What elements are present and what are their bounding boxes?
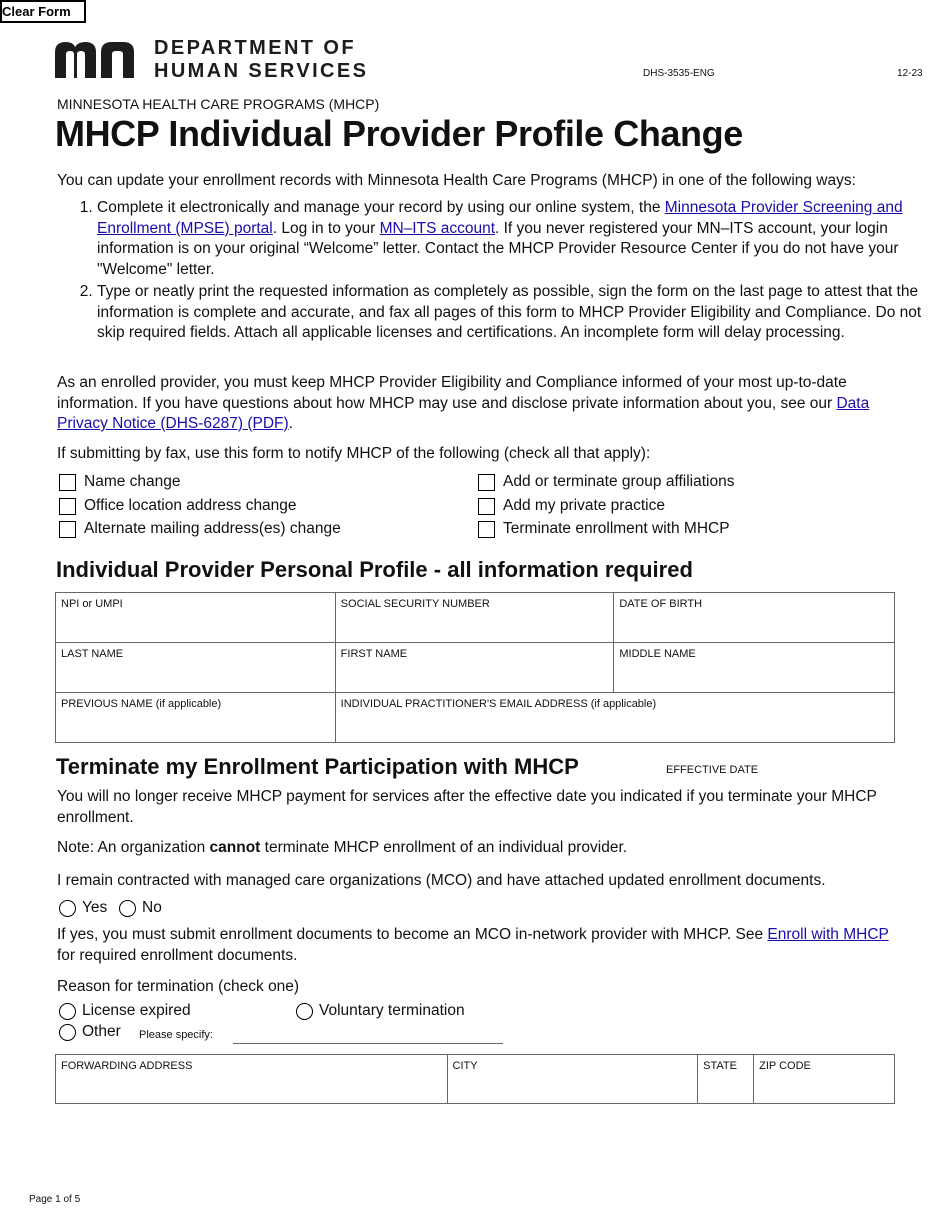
method-text: Complete it electronically and manage your record by using our online system, the — [97, 199, 665, 216]
enrolled-text: As an enrolled provider, you must keep MHCP Provider Eligibility and Compliance informed of your most up-to-date information. If you have questions about how MHCP may use and disclose private information about you, see our — [57, 374, 847, 412]
checkbox-label: Name change — [84, 473, 181, 490]
ifyes-text: for required enrollment documents. — [57, 946, 298, 964]
checkbox-label: Add or terminate group affiliations — [503, 473, 735, 490]
document-code: DHS-3535-ENG — [643, 68, 715, 79]
checkbox-box[interactable] — [59, 498, 76, 515]
mn-logo-icon — [55, 40, 145, 83]
clear-form-button[interactable]: Clear Form — [0, 0, 86, 23]
checkbox-box[interactable] — [478, 474, 495, 491]
zip-code-field[interactable]: ZIP CODE — [754, 1055, 895, 1104]
radio-label: No — [142, 899, 162, 916]
organization-note — [57, 838, 907, 859]
checkbox-office-location[interactable] — [59, 497, 297, 515]
page-title: MHCP Individual Provider Profile Change — [55, 113, 743, 154]
profile-section-heading: Individual Provider Personal Profile - all information required — [56, 557, 693, 582]
checkbox-label: Terminate enrollment with MHCP — [503, 520, 730, 537]
checkbox-alternate-mailing[interactable] — [59, 520, 341, 538]
last-name-field[interactable]: LAST NAME — [56, 643, 336, 693]
document-date: 12-23 — [897, 68, 923, 79]
enrolled-text-end: . — [288, 415, 293, 432]
mco-question: I remain contracted with managed care organizations (MCO) and have attached updated enrollment documents. — [57, 872, 826, 889]
checkbox-label: Alternate mailing address(es) change — [84, 520, 341, 537]
note-bold-text: cannot — [209, 839, 261, 856]
terminate-section-heading: Terminate my Enrollment Participation with MHCP — [56, 754, 579, 779]
state-field[interactable]: STATE — [698, 1055, 754, 1104]
department-line-1: DEPARTMENT OF — [154, 37, 356, 59]
enroll-with-mhcp-link[interactable]: Enroll with MHCP — [767, 926, 889, 943]
radio-circle[interactable] — [59, 1003, 76, 1020]
intro-text: You can update your enrollment records with Minnesota Health Care Programs (MHCP) in one of the following ways: — [57, 172, 856, 189]
radio-label: License expired — [82, 1002, 191, 1019]
reason-label: Reason for termination (check one) — [57, 978, 300, 995]
program-name: MINNESOTA HEALTH CARE PROGRAMS (MHCP) — [57, 96, 380, 112]
department-line-2: HUMAN SERVICES — [154, 60, 369, 82]
radio-other[interactable] — [59, 1023, 121, 1041]
mn-its-account-link[interactable]: MN–ITS account — [379, 219, 496, 237]
method-text: . If you never registered your MN–ITS account, your login information is on your original “Welcome” letter. Contact the MHCP Provider Resource Center if you do not have your "Welcome" letter. — [97, 219, 899, 278]
termination-payment-text: You will no longer receive MHCP payment for services after the effective date you indicated if you terminate your MHCP enrollment. — [57, 788, 877, 826]
update-methods-list — [57, 198, 927, 346]
checkbox-label: Add my private practice — [503, 497, 665, 514]
ifyes-text: If yes, you must submit enrollment documents to become an MCO in-network provider with MHCP. See — [57, 926, 768, 943]
radio-label: Yes — [82, 899, 108, 916]
radio-voluntary-termination[interactable] — [296, 1002, 465, 1020]
method-text: Type or neatly print the requested information as completely as possible, sign the form on the last page to attest that the information is complete and accurate, and fax all pages of this form to MHCP Provider Eligibility and Compliance. Do not skip required fields. Attach all applicable licenses and certifications. An incomplete form will delay processing. — [97, 283, 922, 341]
checkbox-group-affiliations[interactable] — [478, 473, 735, 491]
note-text: Note: An organization — [57, 839, 210, 856]
first-name-field[interactable]: FIRST NAME — [335, 643, 614, 693]
mco-enrollment-text — [57, 925, 907, 966]
checkbox-box[interactable] — [478, 521, 495, 538]
method-text: . Log in to your — [272, 219, 380, 237]
checkbox-name-change[interactable] — [59, 473, 181, 491]
radio-circle[interactable] — [296, 1003, 313, 1020]
checkbox-box[interactable] — [478, 498, 495, 515]
npi-field[interactable]: NPI or UMPI — [56, 593, 336, 643]
radio-circle[interactable] — [119, 900, 136, 917]
effective-date-label[interactable]: EFFECTIVE DATE — [666, 764, 759, 776]
checkbox-terminate-enrollment[interactable] — [478, 520, 730, 538]
radio-circle[interactable] — [59, 1024, 76, 1041]
email-field[interactable]: INDIVIDUAL PRACTITIONER'S EMAIL ADDRESS (if applicable) — [335, 693, 894, 743]
mpse-portal-link[interactable]: Minnesota Provider Screening and Enrollment (MPSE) portal — [97, 199, 903, 237]
method-item — [97, 198, 927, 280]
checkbox-box[interactable] — [59, 521, 76, 538]
city-field[interactable]: CITY — [447, 1055, 698, 1104]
dob-field[interactable]: DATE OF BIRTH — [614, 593, 895, 643]
checkbox-label: Office location address change — [84, 497, 297, 514]
fax-prompt: If submitting by fax, use this form to notify MHCP of the following (check all that apply): — [57, 445, 651, 462]
note-text: terminate MHCP enrollment of an individual provider. — [260, 839, 628, 856]
radio-no[interactable] — [119, 899, 162, 917]
please-specify-label: Please specify: — [139, 1029, 213, 1041]
data-privacy-notice-link[interactable]: Data Privacy Notice (DHS-6287) (PDF) — [57, 394, 870, 432]
previous-name-field[interactable]: PREVIOUS NAME (if applicable) — [56, 693, 336, 743]
checkbox-box[interactable] — [59, 474, 76, 491]
forwarding-address-field[interactable]: FORWARDING ADDRESS — [56, 1055, 448, 1104]
ssn-field[interactable]: SOCIAL SECURITY NUMBER — [335, 593, 614, 643]
middle-name-field[interactable]: MIDDLE NAME — [614, 643, 895, 693]
radio-circle[interactable] — [59, 900, 76, 917]
please-specify-input[interactable] — [233, 1043, 503, 1044]
radio-label: Other — [82, 1023, 121, 1040]
profile-table — [55, 592, 895, 743]
radio-yes[interactable] — [59, 899, 107, 917]
forwarding-address-table — [55, 1054, 895, 1104]
enrolled-provider-text — [57, 373, 907, 435]
page-number: Page 1 of 5 — [29, 1194, 81, 1205]
radio-label: Voluntary termination — [319, 1002, 465, 1019]
method-item — [97, 282, 927, 344]
checkbox-private-practice[interactable] — [478, 497, 665, 515]
radio-license-expired[interactable] — [59, 1002, 191, 1020]
department-name — [154, 37, 368, 83]
